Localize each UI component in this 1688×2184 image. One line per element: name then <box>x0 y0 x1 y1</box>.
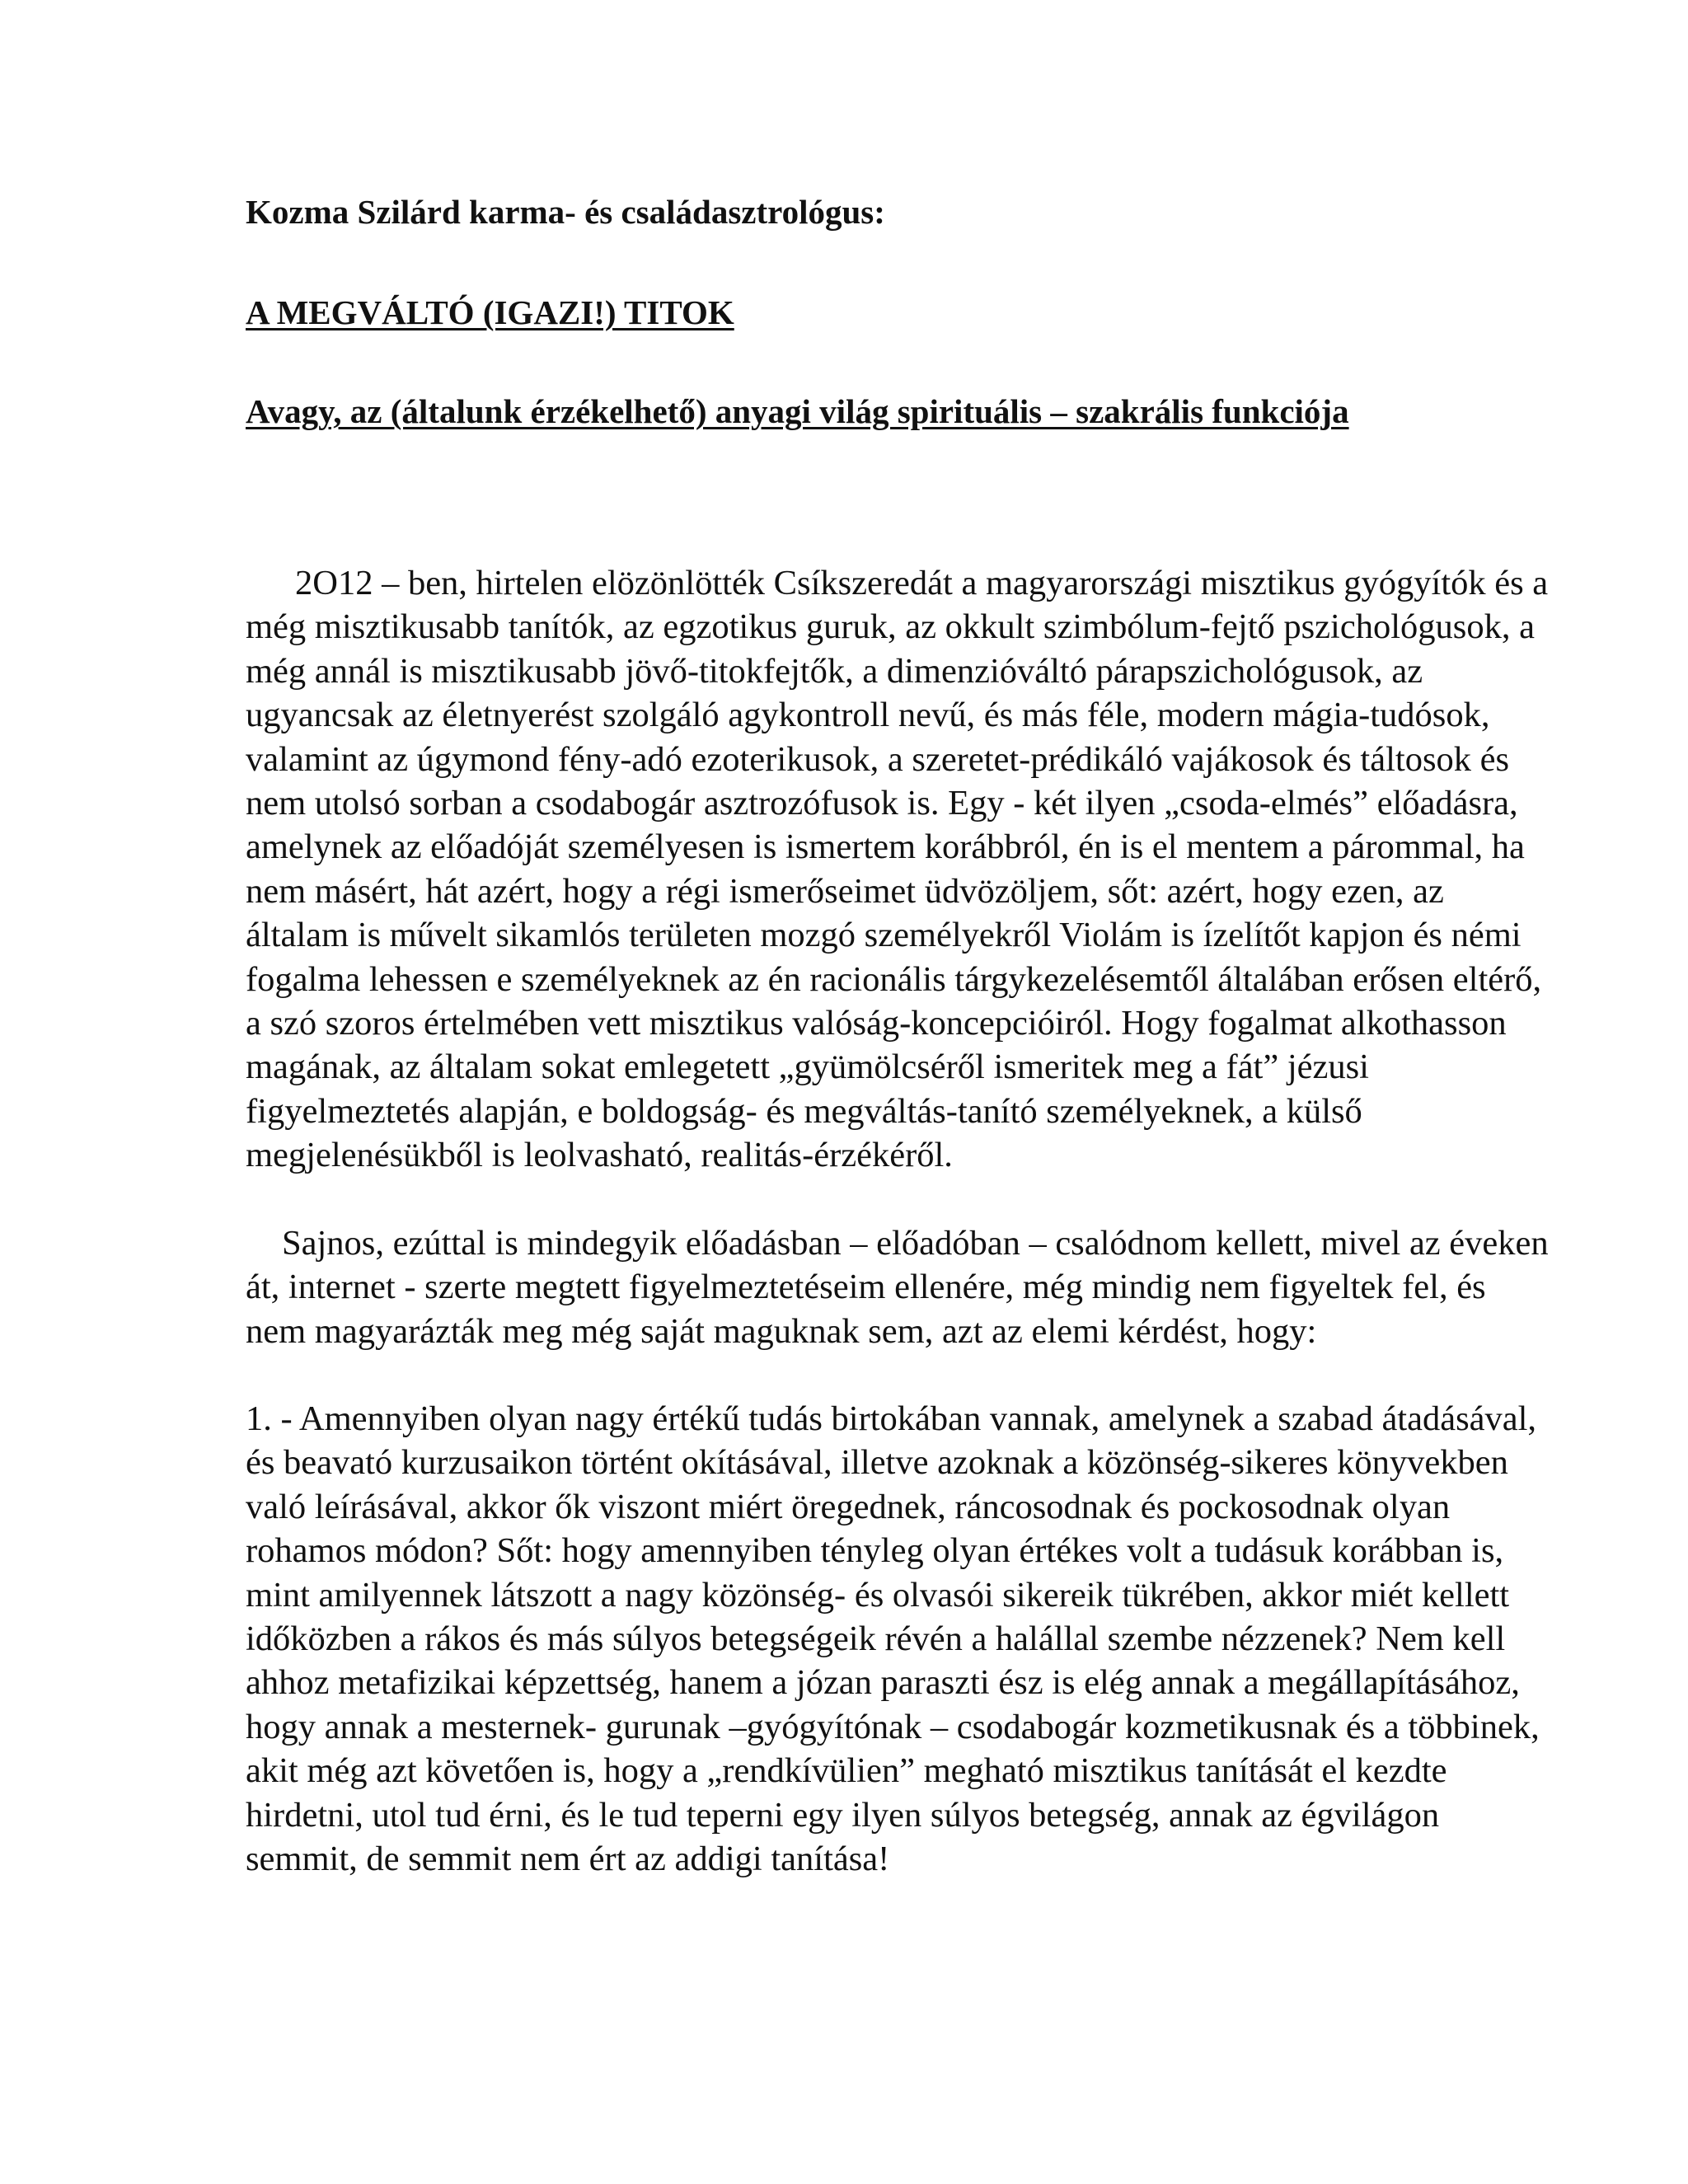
paragraph-line: megjelenésükből is leolvasható, realitás-érzékéről. <box>246 1136 953 1175</box>
paragraph-line: a szó szoros értelmében vett misztikus valóság-koncepcióiról. Hogy fogalmat alkothasson <box>246 1004 1507 1043</box>
paragraph-line: és beavató kurzusaikon történt okításával, illetve azoknak a közönség-sikeres könyvekben <box>246 1443 1508 1483</box>
paragraph-line: hirdetni, utol tud érni, és le tud teperni egy ilyen súlyos betegség, annak az égvilágon <box>246 1795 1440 1835</box>
author-line: Kozma Szilárd karma- és családasztrológus: <box>246 193 885 231</box>
paragraph-line: fogalma lehessen e személyeknek az én racionális tárgykezelésemtől általában erősen eltérő, <box>246 959 1542 999</box>
paragraph-line: ahhoz metafizikai képzettség, hanem a józan paraszti ész is elég annak a megállapításához, <box>246 1663 1520 1703</box>
paragraph-3 <box>246 1397 1680 1881</box>
paragraph-line: ugyancsak az életnyerést szolgáló agykontroll nevű, és más féle, modern mágia-tudósok, <box>246 696 1490 735</box>
paragraph-line: akit még azt követően is, hogy a „rendkívülien” megható misztikus tanítását el kezdte <box>246 1751 1447 1791</box>
paragraph-line: való leírásával, akkor ők viszont miért öregednek, ráncosodnak és pockosodnak olyan <box>246 1487 1451 1526</box>
document-subtitle: Avagy, az (általunk érzékelhető) anyagi világ spirituális – szakrális funkciója <box>246 392 1349 430</box>
document-title: A MEGVÁLTÓ (IGAZI!) TITOK <box>246 293 734 331</box>
paragraph-line: nem magyarázták meg még saját maguknak sem, azt az elemi kérdést, hogy: <box>246 1311 1317 1351</box>
paragraph-2 <box>246 1221 1680 1353</box>
paragraph-line: figyelmeztetés alapján, e boldogság- és megváltás-tanító személyeknek, a külső <box>246 1091 1362 1131</box>
paragraph-line: mint amilyennek látszott a nagy közönség- és olvasói sikereik tükrében, akkor miét kellett <box>246 1575 1510 1615</box>
paragraph-line: még annál is misztikusabb jövő-titokfejtők, a dimenzióváltó párapszichológusok, az <box>246 651 1423 691</box>
paragraph-line: amelynek az előadóját személyesen is ismertem korábbról, én is el mentem a párommal, ha <box>246 827 1525 867</box>
paragraph-1 <box>246 561 1680 1178</box>
paragraph-line: általam is művelt sikamlós területen mozgó személyekről Violám is ízelítőt kapjon és némi <box>246 916 1522 955</box>
paragraph-line: magának, az általam sokat emlegetett „gyümölcséről ismeritek meg a fát” jézusi <box>246 1047 1369 1087</box>
paragraph-line: nem utolsó sorban a csodabogár asztrozófusok is. Egy - két ilyen „csoda-elmés” előadásra, <box>246 784 1518 823</box>
paragraph-line: 1. - Amennyiben olyan nagy értékű tudás birtokában vannak, amelynek a szabad átadásával, <box>246 1399 1537 1438</box>
paragraph-line: Sajnos, ezúttal is mindegyik előadásban – előadóban – csalódnom kellett, mivel az éveken <box>282 1223 1549 1263</box>
paragraph-line: 2O12 – ben, hirtelen elözönlötték Csíkszeredát a magyarországi misztikus gyógyítók és a <box>295 564 1549 602</box>
paragraph-line: időközben a rákos és más súlyos betegségeik révén a halállal szembe nézzenek? Nem kell <box>246 1619 1506 1658</box>
paragraph-line: nem másért, hát azért, hogy a régi ismerőseimet üdvözöljem, sőt: azért, hogy ezen, az <box>246 871 1444 911</box>
paragraph-line: még misztikusabb tanítók, az egzotikus guruk, az okkult szimbólum-fejtő pszichológusok, a <box>246 607 1535 647</box>
paragraph-line: semmit, de semmit nem ért az addigi tanítása! <box>246 1839 890 1878</box>
paragraph-line: hogy annak a mesternek- gurunak –gyógyítónak – csodabogár kozmetikusnak és a többinek, <box>246 1707 1540 1746</box>
paragraph-line: valamint az úgymond fény-adó ezoterikusok, a szeretet-prédikáló vajákosok és táltosok és <box>246 739 1510 779</box>
paragraph-line: rohamos módon? Sőt: hogy amennyiben tényleg olyan értékes volt a tudásuk korábban is, <box>246 1531 1504 1571</box>
document-body <box>246 191 1680 1881</box>
paragraph-line: át, internet - szerte megtett figyelmeztetéseim ellenére, még mindig nem figyeltek fel, és <box>246 1268 1486 1307</box>
